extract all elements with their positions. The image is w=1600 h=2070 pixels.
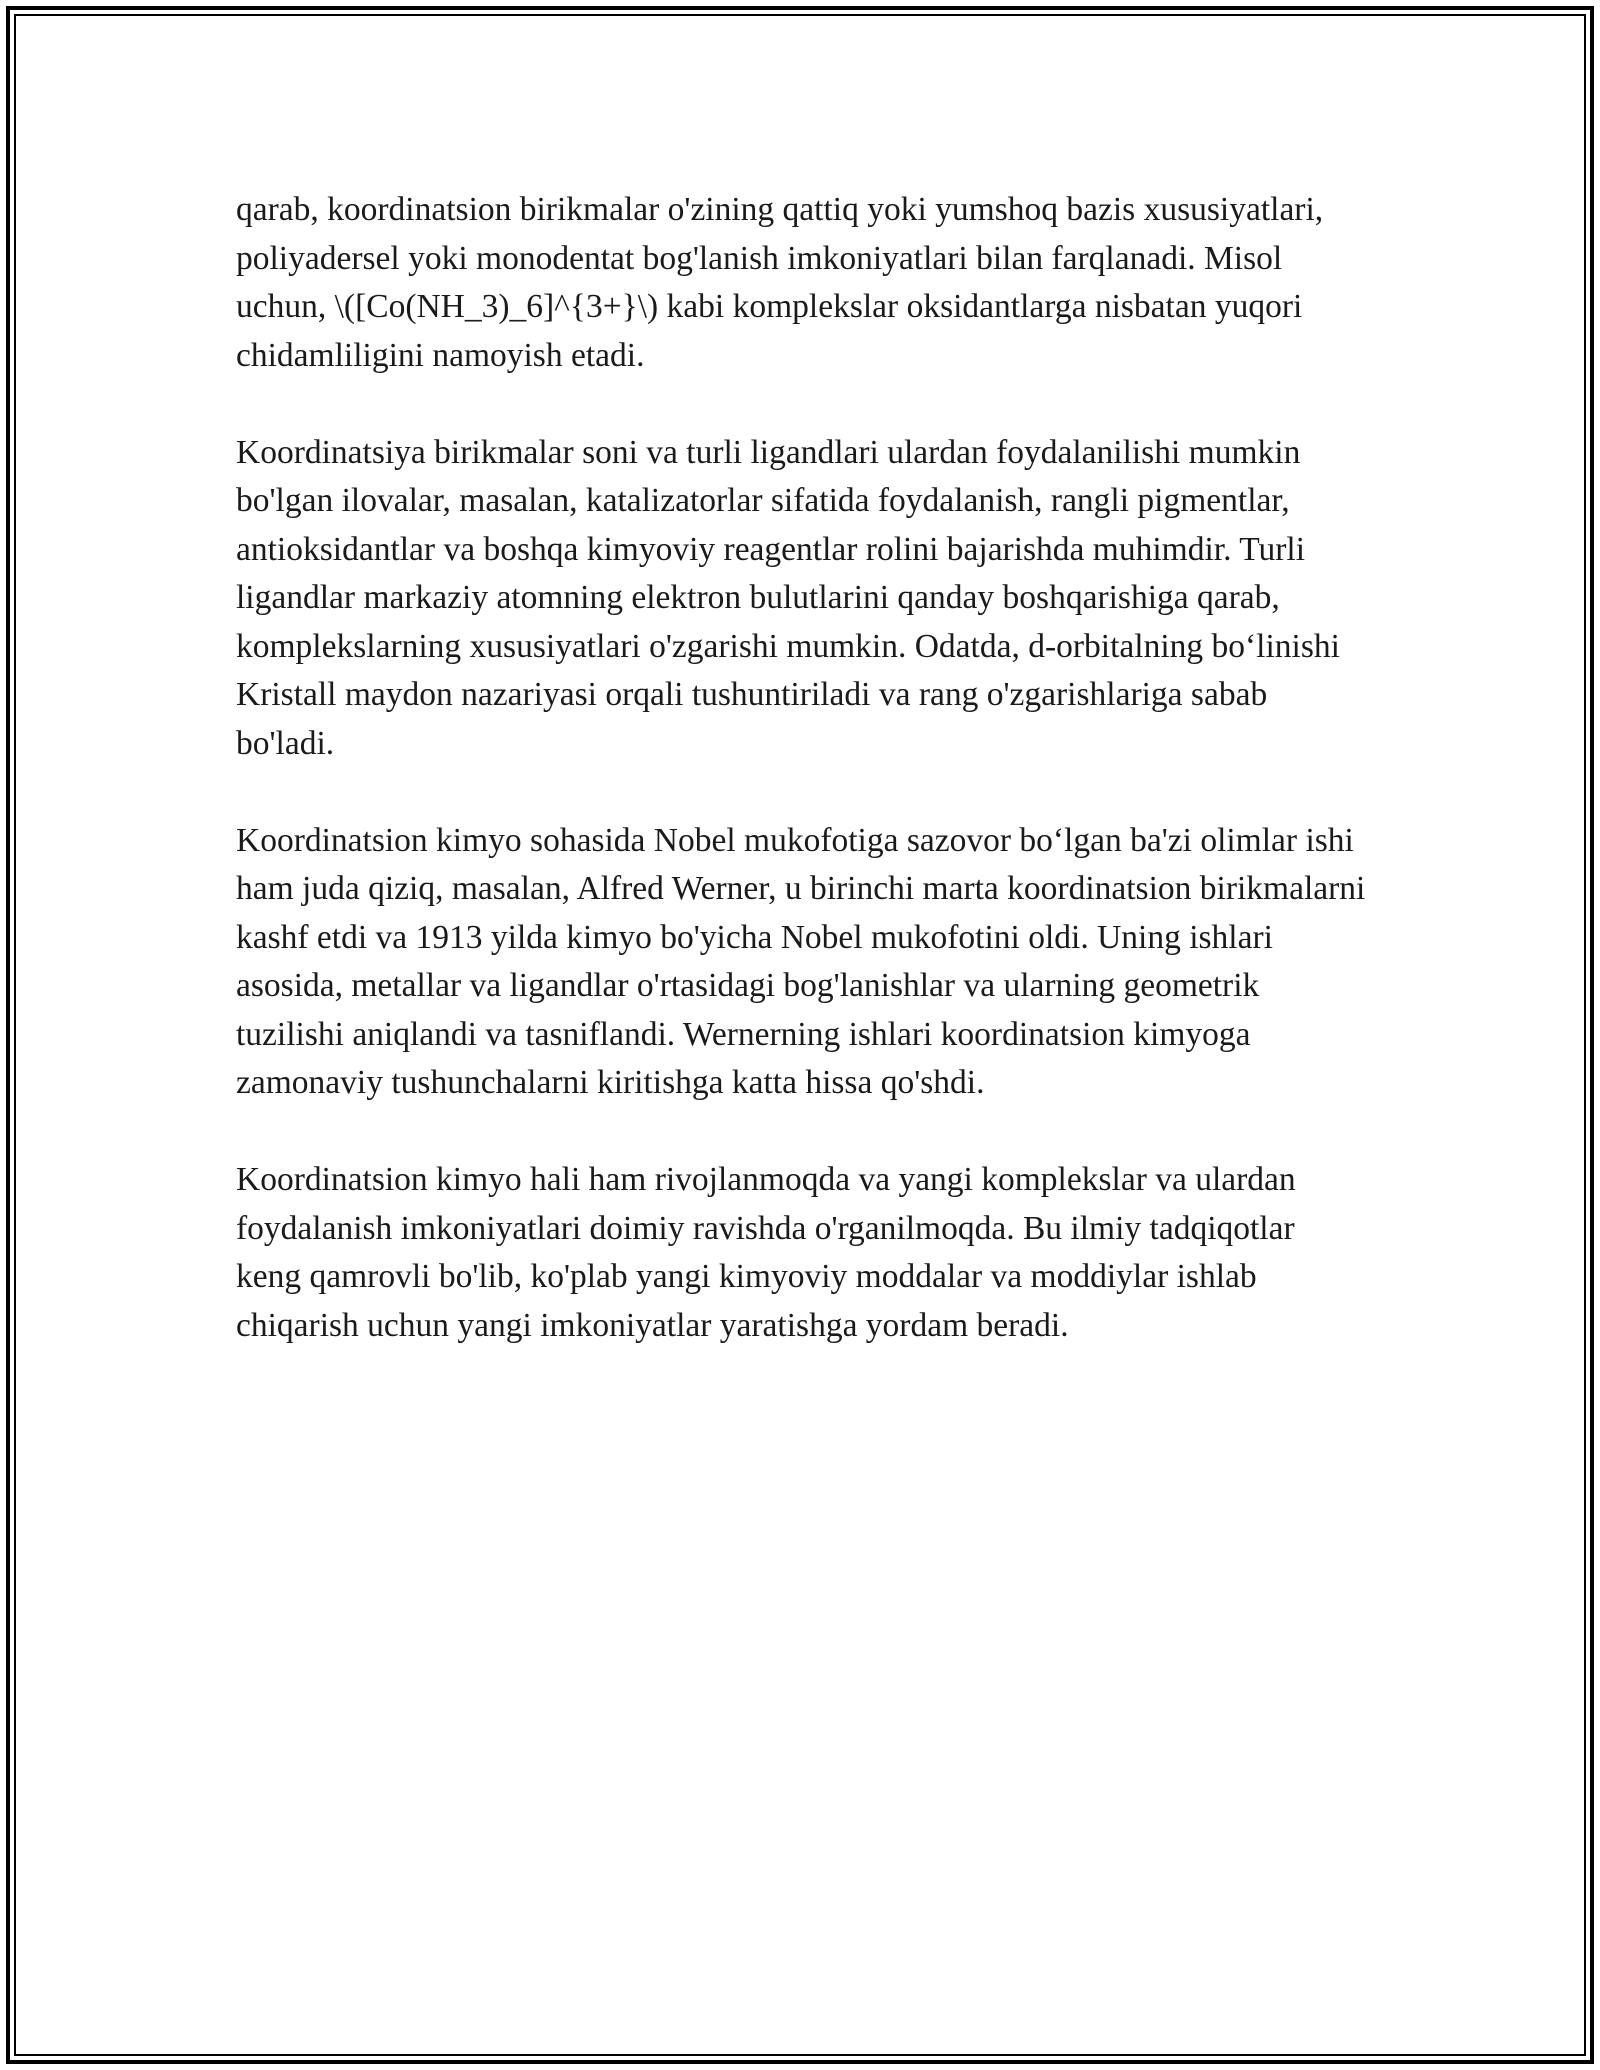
document-body: [236, 186, 1366, 1399]
paragraph-3: Koordinatsion kimyo sohasida Nobel mukofotiga sazovor bo‘lgan ba'zi olimlar ishi ham juda qiziq, masalan, Alfred Werner, u birinchi marta koordinatsion birikmalarni kashf etdi va 1913 yilda kimyo bo'yicha Nobel mukofotini oldi. Uning ishlari asosida, metallar va ligandlar o'rtasidagi bog'lanishlar va ularning geometrik tuzilishi aniqlandi va tasniflandi. Wernerning ishlari koordinatsion kimyoga zamonaviy tushunchalarni kiritishga katta hissa qo'shdi.: [236, 821, 1366, 1101]
paragraph-2: Koordinatsiya birikmalar soni va turli ligandlari ulardan foydalanilishi mumkin bo'lgan ilovalar, masalan, katalizatorlar sifatida foydalanish, rangli pigmentlar, antioksidantlar va boshqa kimyoviy reagentlar rolini bajarishda muhimdir. Turli ligandlar markaziy atomning elektron bulutlarini qanday boshqarishiga qarab, komplekslarning xususiyatlari o'zgarishi mumkin. Odatda, d-orbitalning bo‘linishi Kristall maydon nazariyasi orqali tushuntiriladi va rang o'zgarishlariga sabab bo'ladi.: [236, 433, 1340, 762]
paragraph-1: qarab, koordinatsion birikmalar o'zining qattiq yoki yumshoq bazis xususiyatlari, poliyadersel yoki monodentat bog'lanish imkoniyatlari bilan farqlanadi. Misol uchun, \([Co(NH_3)_6]^{3+}\) kabi komplekslar oksidantlarga nisbatan yuqori chidamliligini namoyish etadi.: [236, 191, 1324, 374]
paragraph-4: Koordinatsion kimyo hali ham rivojlanmoqda va yangi komplekslar va ulardan foydalanish imkoniyatlari doimiy ravishda o'rganilmoqda. Bu ilmiy tadqiqotlar keng qamrovli bo'lib, ko'plab yangi kimyoviy moddalar va moddiylar ishlab chiqarish uchun yangi imkoniyatlar yaratishga yordam beradi.: [236, 1161, 1296, 1344]
